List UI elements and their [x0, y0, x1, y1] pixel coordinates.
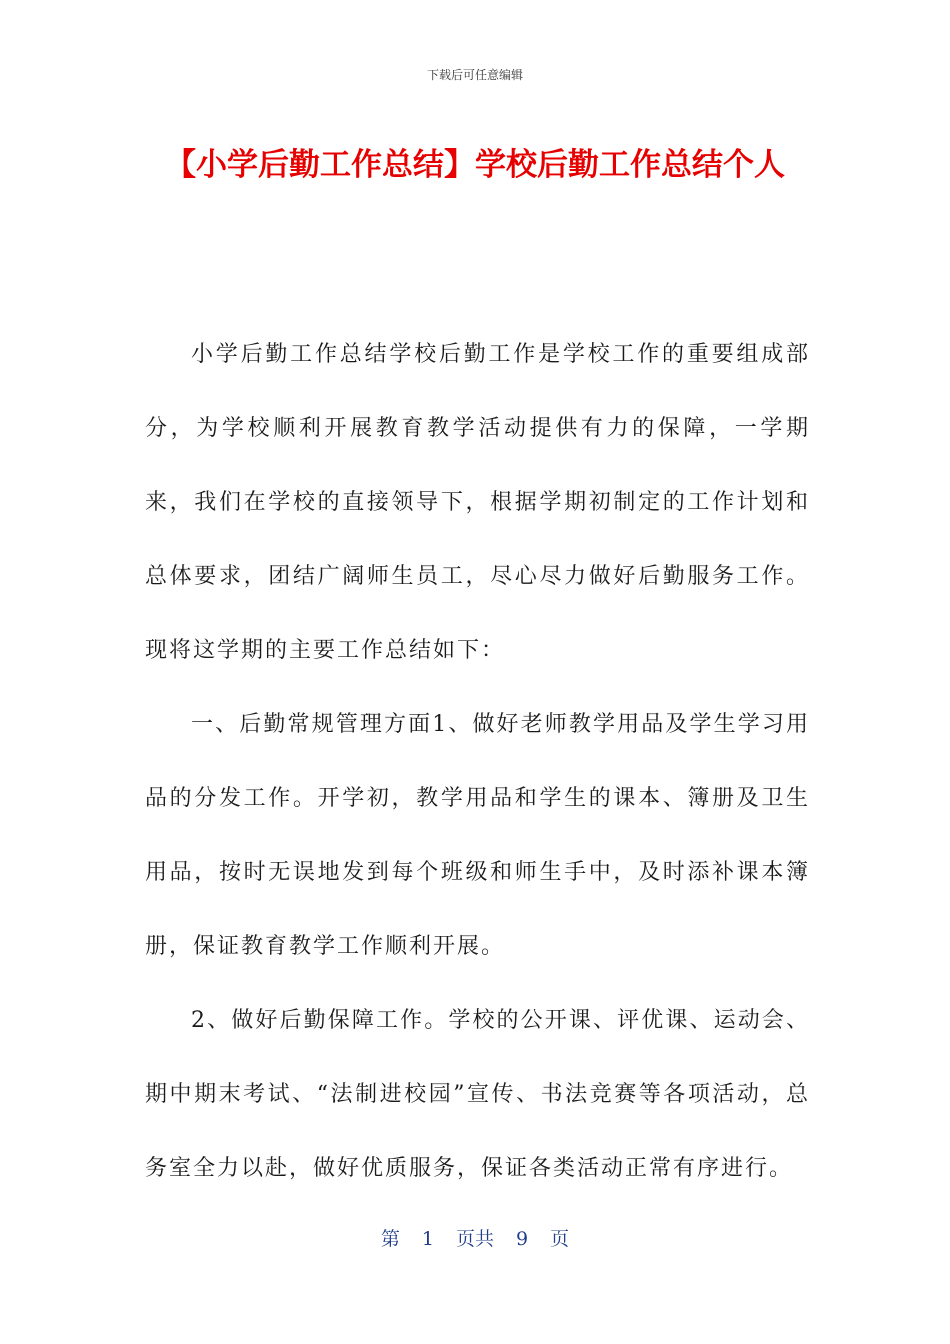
footer-current-page: 1 — [421, 1228, 434, 1250]
paragraph-item-two: 2、做好后勤保障工作。学校的公开课、评优课、运动会、期中期末考试、“法制进校园”宣传、书法竞赛等各项活动，总务室全力以赴，做好优质服务，保证各类活动正常有序进行。 — [145, 1008, 810, 1181]
paragraph-intro: 小学后勤工作总结学校后勤工作是学校工作的重要组成部分，为学校顺利开展教育教学活动提供有力的保障，一学期来，我们在学校的直接领导下，根据学期初制定的工作计划和总体要求，团结广阔师生员工，尽心尽力做好后勤服务工作。现将这学期的主要工作总结如下： — [145, 342, 810, 663]
document-body — [145, 318, 810, 1206]
paragraph-section-one: 一、后勤常规管理方面1、做好老师教学用品及学生学习用品的分发工作。开学初，教学用品和学生的课本、簿册及卫生用品，按时无误地发到每个班级和师生手中，及时添补课本簿册，保证教育教学工作顺利开展。 — [145, 712, 810, 959]
footer-suffix: 页 — [550, 1228, 570, 1250]
footer-prefix: 第 — [380, 1228, 400, 1250]
document-title: 【小学后勤工作总结】学校后勤工作总结个人 — [165, 147, 785, 183]
footer-middle: 页共 — [455, 1228, 494, 1250]
page-header: 下载后可任意编辑 — [426, 68, 523, 82]
page-number-footer — [0, 1224, 950, 1251]
footer-total-pages: 9 — [516, 1228, 529, 1250]
